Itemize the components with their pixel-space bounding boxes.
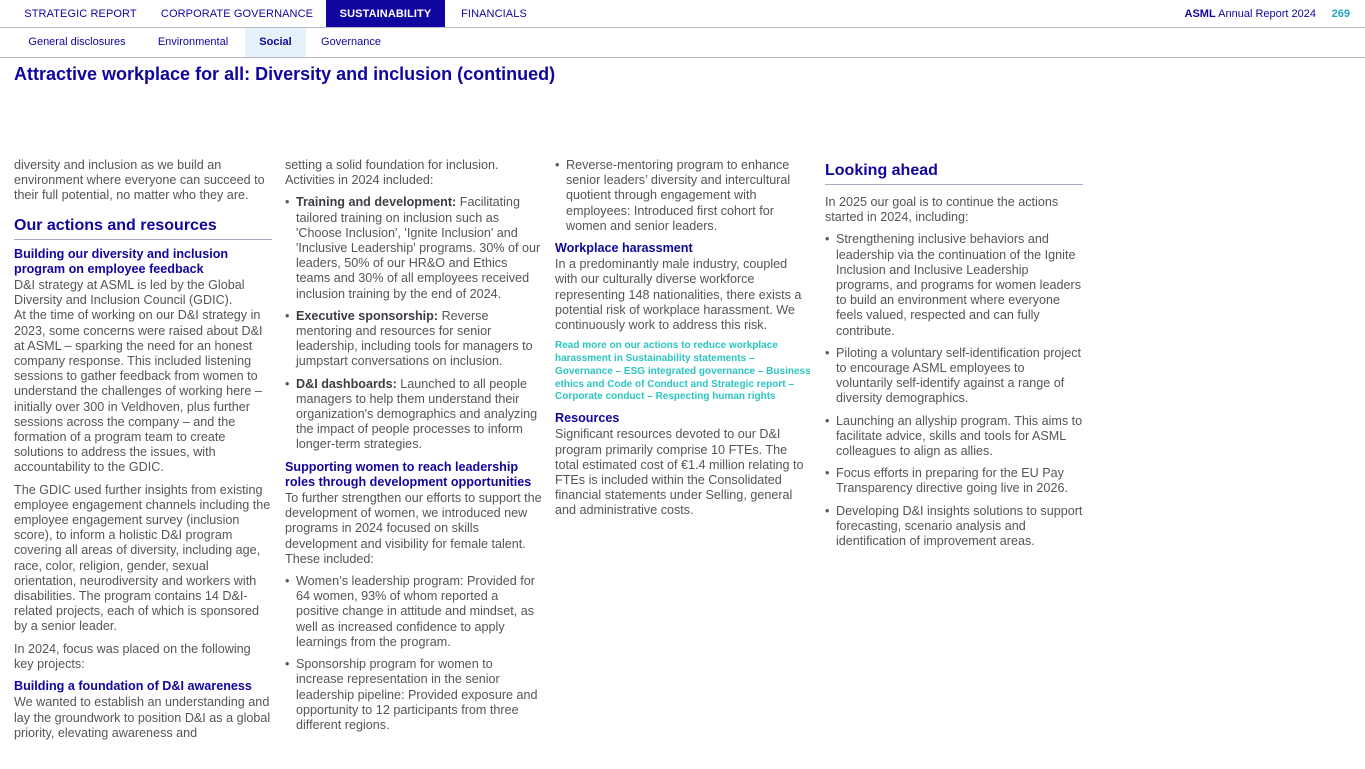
paragraph-resources: Significant resources devoted to our D&I program primarily comprise 10 FTEs. The total estimated cost of €1.4 million relating to FTEs is included within the Consolidated financial statements under Selling, general and administrative costs.: [555, 427, 804, 518]
subheading-building-program: Building our diversity and inclusion program on employee feedback: [14, 246, 229, 276]
subtab-governance[interactable]: Governance: [321, 36, 381, 48]
tab-corporate-governance[interactable]: CORPORATE GOVERNANCE: [160, 8, 314, 20]
sub-navigation: [0, 28, 1365, 58]
list-item: • Reverse-mentoring program to enhance senior leaders’ diversity and intercultural quotient through engagement with employees: Introduced first cohort for women and senior leaders.: [555, 158, 813, 234]
section-heading-actions-resources: Our actions and resources: [14, 216, 272, 240]
column-1: [14, 158, 272, 748]
paragraph-gdic: D&I strategy at ASML is led by the Global Diversity and Inclusion Council (GDIC).: [14, 278, 245, 308]
report-brand: [1185, 0, 1316, 27]
list-item: • Strengthening inclusive behaviors and leadership via the continuation of the Ignite Inclusion and Inclusive Leadership programs, and programs for women leaders to build an environment where everyone feels valued, respected and can fully contribute.: [825, 232, 1083, 338]
paragraph-key-projects: In 2024, focus was placed on the following key projects:: [14, 641, 251, 671]
tab-financials[interactable]: FINANCIALS: [461, 8, 527, 20]
list-item: [285, 377, 543, 453]
list-item-title: D&I dashboards:: [296, 376, 397, 391]
column-3: [555, 158, 813, 526]
tab-sustainability[interactable]: SUSTAINABILITY: [326, 0, 445, 27]
women-programs-list: [285, 574, 543, 733]
intro-paragraph: diversity and inclusion as we build an environment where everyone can succeed to their full potential, no matter who they are.: [14, 158, 265, 203]
column-2: [285, 158, 543, 740]
list-item: • Launching an allyship program. This aims to facilitate advice, skills and tools for ASML colleagues to align as allies.: [825, 414, 1083, 460]
paragraph-harassment: In a predominantly male industry, coupled with our culturally diverse workforce representing 148 nationalities, there exists a potential risk of workplace harassment. We continuously work to address this risk.: [555, 257, 802, 333]
tab-strategic-report[interactable]: STRATEGIC REPORT: [24, 8, 137, 20]
list-item: • Women’s leadership program: Provided for 64 women, 93% of whom reported a positive change in attitude and mindset, as well as increased confidence to apply learnings from the program.: [285, 574, 543, 650]
list-item-text: Reverse mentoring and resources for senior leadership, including tools for managers to jumpstart conversations on inclusion.: [296, 308, 533, 369]
list-item: [285, 309, 543, 370]
list-item: • Focus efforts in preparing for the EU Pay Transparency directive going live in 2026.: [825, 466, 1083, 496]
page-number: 269: [1331, 8, 1350, 20]
read-more-link[interactable]: Read more on our actions to reduce workplace harassment in Sustainability statements – Governance – ESG integrated governance – Business ethics and Code of Conduct and Strategic report – Corporate conduct – Respecting human rights: [555, 340, 811, 403]
goals-list: [825, 232, 1083, 549]
top-navigation: [0, 0, 1365, 28]
subtab-environmental[interactable]: Environmental: [157, 36, 229, 48]
list-item: [285, 195, 543, 301]
column-4: [825, 158, 1083, 556]
subheading-workplace-harassment: Workplace harassment: [555, 241, 693, 256]
list-item-title: Executive sponsorship:: [296, 308, 439, 323]
subheading-foundation-awareness: Building a foundation of D&I awareness: [14, 679, 252, 694]
section-heading-looking-ahead: Looking ahead: [825, 161, 1083, 185]
page-title: Attractive workplace for all: Diversity and inclusion (continued): [14, 64, 556, 84]
paragraph-women-programs: To further strengthen our efforts to support the development of women, we introduced new programs in 2024 focused on skills development and visibility for female talent. These included:: [285, 491, 542, 566]
brand-name: ASML: [1184, 8, 1216, 20]
subheading-supporting-women: Supporting women to reach leadership roles through development opportunities: [285, 459, 532, 489]
list-item: • Sponsorship program for women to increase representation in the senior leadership pipeline: Provided exposure and opportunity to 12 participants from three different regions.: [285, 657, 543, 733]
subtab-social[interactable]: Social: [245, 28, 306, 57]
list-item: • Developing D&I insights solutions to support forecasting, scenario analysis and identification of improvement areas.: [825, 504, 1083, 550]
paragraph-concerns: At the time of working on our D&I strategy in 2023, some concerns were raised about D&I at ASML – sparking the need for an honest company response. This included listening sessions to gather feedback from women to understand the challenges of working here – initially over 300 in Veldhoven, plus further sessions across the company – and the formation of a program team to create solutions to address the issues, with accountability to the GDIC.: [14, 308, 263, 475]
subheading-resources: Resources: [555, 411, 620, 426]
list-item-text: Launched to all people managers to help them understand their organization's demographics and analyzing the impact of people processes to inform longer-term strategies.: [296, 376, 538, 452]
list-item: • Piloting a voluntary self-identification project to encourage ASML employees to voluntarily self-identify against a range of diversity demographics.: [825, 346, 1083, 407]
intro-paragraph: In 2025 our goal is to continue the actions started in 2024, including:: [825, 195, 1059, 225]
activities-list: [285, 195, 543, 452]
intro-paragraph: setting a solid foundation for inclusion. Activities in 2024 included:: [285, 158, 499, 188]
list-item-title: Training and development:: [296, 195, 457, 210]
brand-report-title: Annual Report 2024: [1215, 8, 1316, 20]
list-item-text: Facilitating tailored training on inclusion such as 'Choose Inclusion', 'Ignite Inclusion' and 'Inclusive Leadership' programs. 30% of our leaders, 50% of our HR&O and Ethics teams and 30% of all employees received inclusion training by the end of 2024.: [296, 195, 541, 301]
paragraph-insights: The GDIC used further insights from existing employee engagement channels including the employee engagement survey (inclusion score), to inform a holistic D&I program covering all areas of diversity, including age, race, color, religion, gender, sexual orientation, neurodiversity and workers with disabilities. The program contains 14 D&I-related projects, each of which is sponsored by a senior leader.: [14, 482, 271, 634]
subtab-general-disclosures[interactable]: General disclosures: [28, 36, 126, 48]
paragraph-groundwork: We wanted to establish an understanding and lay the groundwork to position D&I as a global priority, elevating awareness and: [14, 695, 271, 740]
reverse-mentoring-list: [555, 158, 813, 234]
